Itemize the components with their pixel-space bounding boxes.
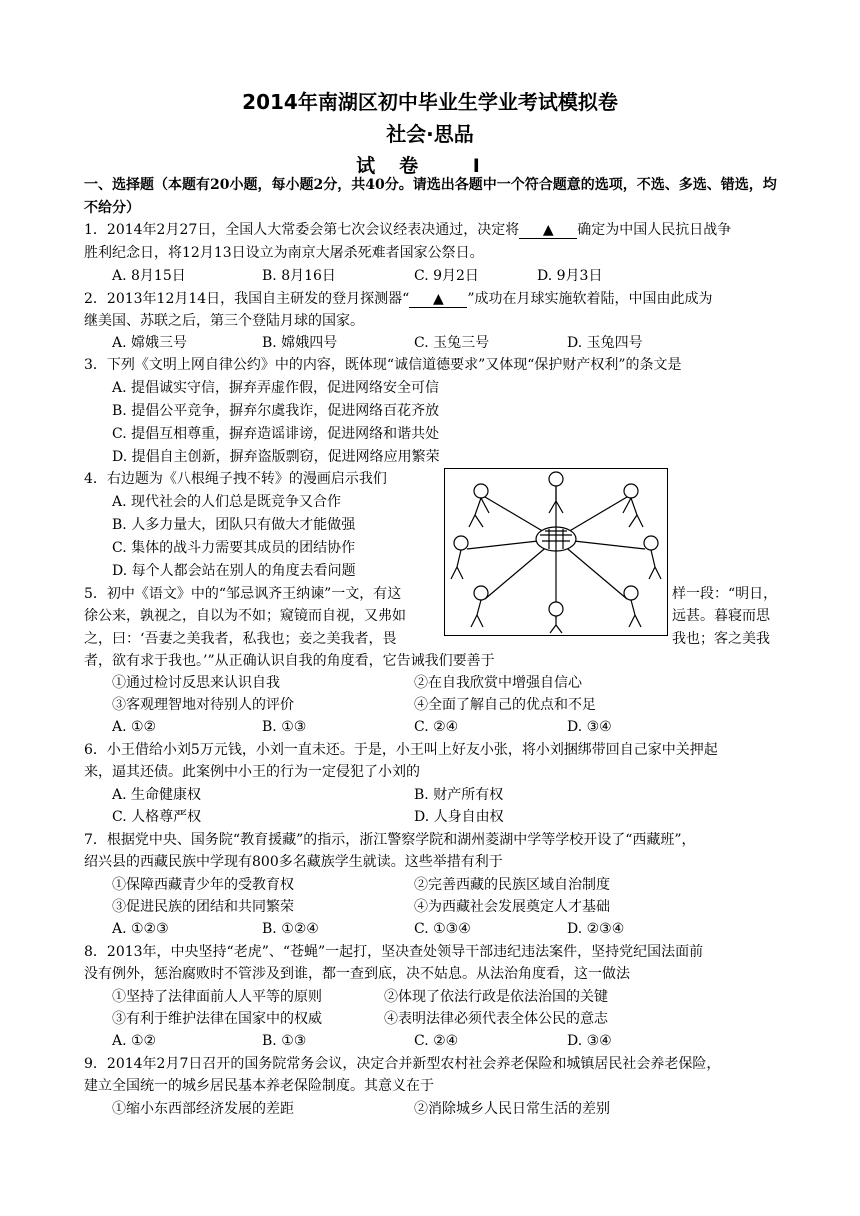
cartoon-illustration: [444, 468, 668, 636]
question-2-line2: 继美国、苏联之后，第三个登陆月球的国家。: [84, 313, 364, 329]
q1-option-a: A. 8月15日: [112, 268, 186, 284]
q8-option-b: B. ①③: [262, 1033, 307, 1049]
q7-item-3: ③促进民族的团结和共同繁荣: [112, 899, 294, 915]
q4-option-a: A. 现代社会的人们总是既竞争又合作: [112, 494, 342, 510]
question-3-stem: 3．下列《文明上网自律公约》中的内容，既体现“诚信道德要求”又体现“保护财产权利”的条文是: [84, 357, 682, 373]
q8-option-a: A. ①②: [112, 1033, 157, 1049]
q1-option-b: B. 8月16日: [262, 268, 336, 284]
q2-option-d: D. 玉兔四号: [567, 335, 643, 351]
paper-label: 试卷 Ⅰ: [356, 155, 504, 177]
question-1-line1: [84, 219, 731, 241]
q8-item-4: ④表明法律必须代表全体公民的意志: [384, 1011, 608, 1027]
q2-text-pre: 2．2013年12月14日，我国自主研发的登月探测器“: [84, 291, 410, 307]
q5-option-c: C. ②④: [414, 719, 459, 735]
q2-option-a: A. 嫦娥三号: [112, 335, 188, 351]
q5-item-2: ②在自我欣赏中增强自信心: [414, 675, 582, 691]
q7-item-4: ④为西藏社会发展奠定人才基础: [414, 899, 610, 915]
question-6-line2: 来，逼其还债。此案例中小王的行为一定侵犯了小刘的: [84, 764, 420, 780]
q3-option-c: C. 提倡互相尊重，摒弃造谣诽谤，促进网络和谐共处: [112, 426, 440, 442]
q9-item-1: ①缩小东西部经济发展的差距: [112, 1101, 294, 1117]
question-5-line1a: 5．初中《语文》中的“邹忌讽齐王纳谏”一文，有这: [84, 586, 402, 602]
question-5-line2a: 徐公来，孰视之，自以为不如；窥镜而自视，又弗如: [84, 608, 406, 624]
question-5-line3b: 我也；客之美我: [672, 631, 770, 647]
q7-option-c: C. ①③④: [414, 921, 471, 937]
q1-option-c: C. 9月2日: [414, 268, 479, 284]
q2-option-c: C. 玉兔三号: [414, 335, 490, 351]
section-heading: 一、选择题（本题有20小题，每小题2分，共40分。请选出各题中一个符合题意的选项，不选、多选、错选，均不给分）: [84, 177, 777, 216]
q5-item-3: ③客观理智地对待别人的评价: [112, 697, 294, 713]
question-9-line1: 9．2014年2月7日召开的国务院常务会议，决定合并新型农村社会养老保险和城镇居民社会养老保险，: [84, 1056, 721, 1072]
answer-blank: ▲: [519, 222, 577, 239]
q8-item-2: ②体现了依法行政是依法治国的关键: [384, 989, 608, 1005]
question-2-line1: [84, 288, 712, 310]
question-5-line2b: 远甚。暮寝而思: [672, 608, 770, 624]
q5-option-b: B. ①③: [262, 719, 307, 735]
q7-option-d: D. ②③④: [567, 921, 625, 937]
question-5-line1b: 样一段：“明日，: [672, 586, 778, 602]
q4-option-c: C. 集体的战斗力需要其成员的团结协作: [112, 540, 356, 556]
q7-item-2: ②完善西藏的民族区域自治制度: [414, 877, 610, 893]
question-8-line1: 8．2013年，中央坚持“老虎”、“苍蝇”一起打，坚决查处领导干部违纪违法案件，坚持党纪国法面前: [84, 944, 704, 960]
question-4-stem: 4．右边题为《八根绳子拽不转》的漫画启示我们: [84, 471, 387, 487]
q5-item-4: ④全面了解自己的优点和不足: [414, 697, 596, 713]
q5-option-a: A. ①②: [112, 719, 157, 735]
q7-option-b: B. ①②④: [262, 921, 319, 937]
question-5-line3a: 之，曰：‘吾妻之美我者，私我也；妾之美我者，畏: [84, 631, 397, 647]
q5-option-d: D. ③④: [567, 719, 612, 735]
exam-subject: 社会·思品: [386, 122, 474, 146]
q7-item-1: ①保障西藏青少年的受教育权: [112, 877, 294, 893]
q8-option-d: D. ③④: [567, 1033, 612, 1049]
q4-option-b: B. 人多力量大，团队只有做大才能做强: [112, 517, 356, 533]
q9-item-2: ②消除城乡人民日常生活的差别: [414, 1101, 610, 1117]
question-8-line2: 没有例外，惩治腐败时不管涉及到谁，都一查到底，决不姑息。从法治角度看，这一做法: [84, 966, 630, 982]
question-7-line1: 7．根据党中央、国务院“教育援藏”的指示，浙江警察学院和湖州菱湖中学等学校开设了“西藏班”，: [84, 832, 696, 848]
question-6-line1: 6．小王借给小刘5万元钱，小刘一直未还。于是，小王叫上好友小张，将小刘捆绑带回自己家中关押起: [84, 742, 718, 758]
q3-option-b: B. 提倡公平竞争，摒弃尔虞我诈，促进网络百花齐放: [112, 403, 440, 419]
q1-text-post: 确定为中国人民抗日战争: [577, 222, 732, 238]
question-7-line2: 绍兴县的西藏民族中学现有800多名藏族学生就读。这些举措有利于: [84, 854, 503, 870]
q5-item-1: ①通过检讨反思来认识自我: [112, 675, 280, 691]
q4-option-d: D. 每个人都会站在别人的角度去看问题: [112, 563, 356, 579]
q6-option-d: D. 人身自由权: [414, 809, 504, 825]
q1-text-pre: 1．2014年2月27日，全国人大常委会第七次会议经表决通过，决定将: [84, 222, 520, 238]
question-5-line4: 者，欲有求于我也。’”从正确认识自我的角度看，它告诫我们要善于: [84, 653, 495, 669]
q1-option-d: D. 9月3日: [537, 268, 603, 284]
answer-blank: ▲: [409, 291, 467, 308]
q8-item-3: ③有利于维护法律在国家中的权威: [112, 1011, 322, 1027]
q6-option-b: B. 财产所有权: [414, 787, 504, 803]
q2-option-b: B. 嫦娥四号: [262, 335, 338, 351]
q3-option-a: A. 提倡诚实守信，摒弃弄虚作假，促进网络安全可信: [112, 380, 440, 396]
q8-item-1: ①坚持了法律面前人人平等的原则: [112, 989, 322, 1005]
q3-option-d: D. 提倡自主创新，摒弃盗版剽窃，促进网络应用繁荣: [112, 449, 440, 465]
q8-option-c: C. ②④: [414, 1033, 459, 1049]
question-1-line2: 胜利纪念日，将12月13日设立为南京大屠杀死难者国家公祭日。: [84, 245, 484, 261]
q6-option-c: C. 人格尊严权: [112, 809, 202, 825]
question-9-line2: 建立全国统一的城乡居民基本养老保险制度。其意义在于: [84, 1078, 434, 1094]
q7-option-a: A. ①②③: [112, 921, 169, 937]
rope-tug-cartoon: [445, 469, 667, 635]
q6-option-a: A. 生命健康权: [112, 787, 202, 803]
exam-title: 2014年南湖区初中毕业生学业考试模拟卷: [242, 90, 618, 114]
q2-text-post: ”成功在月球实施软着陆，中国由此成为: [467, 291, 713, 307]
